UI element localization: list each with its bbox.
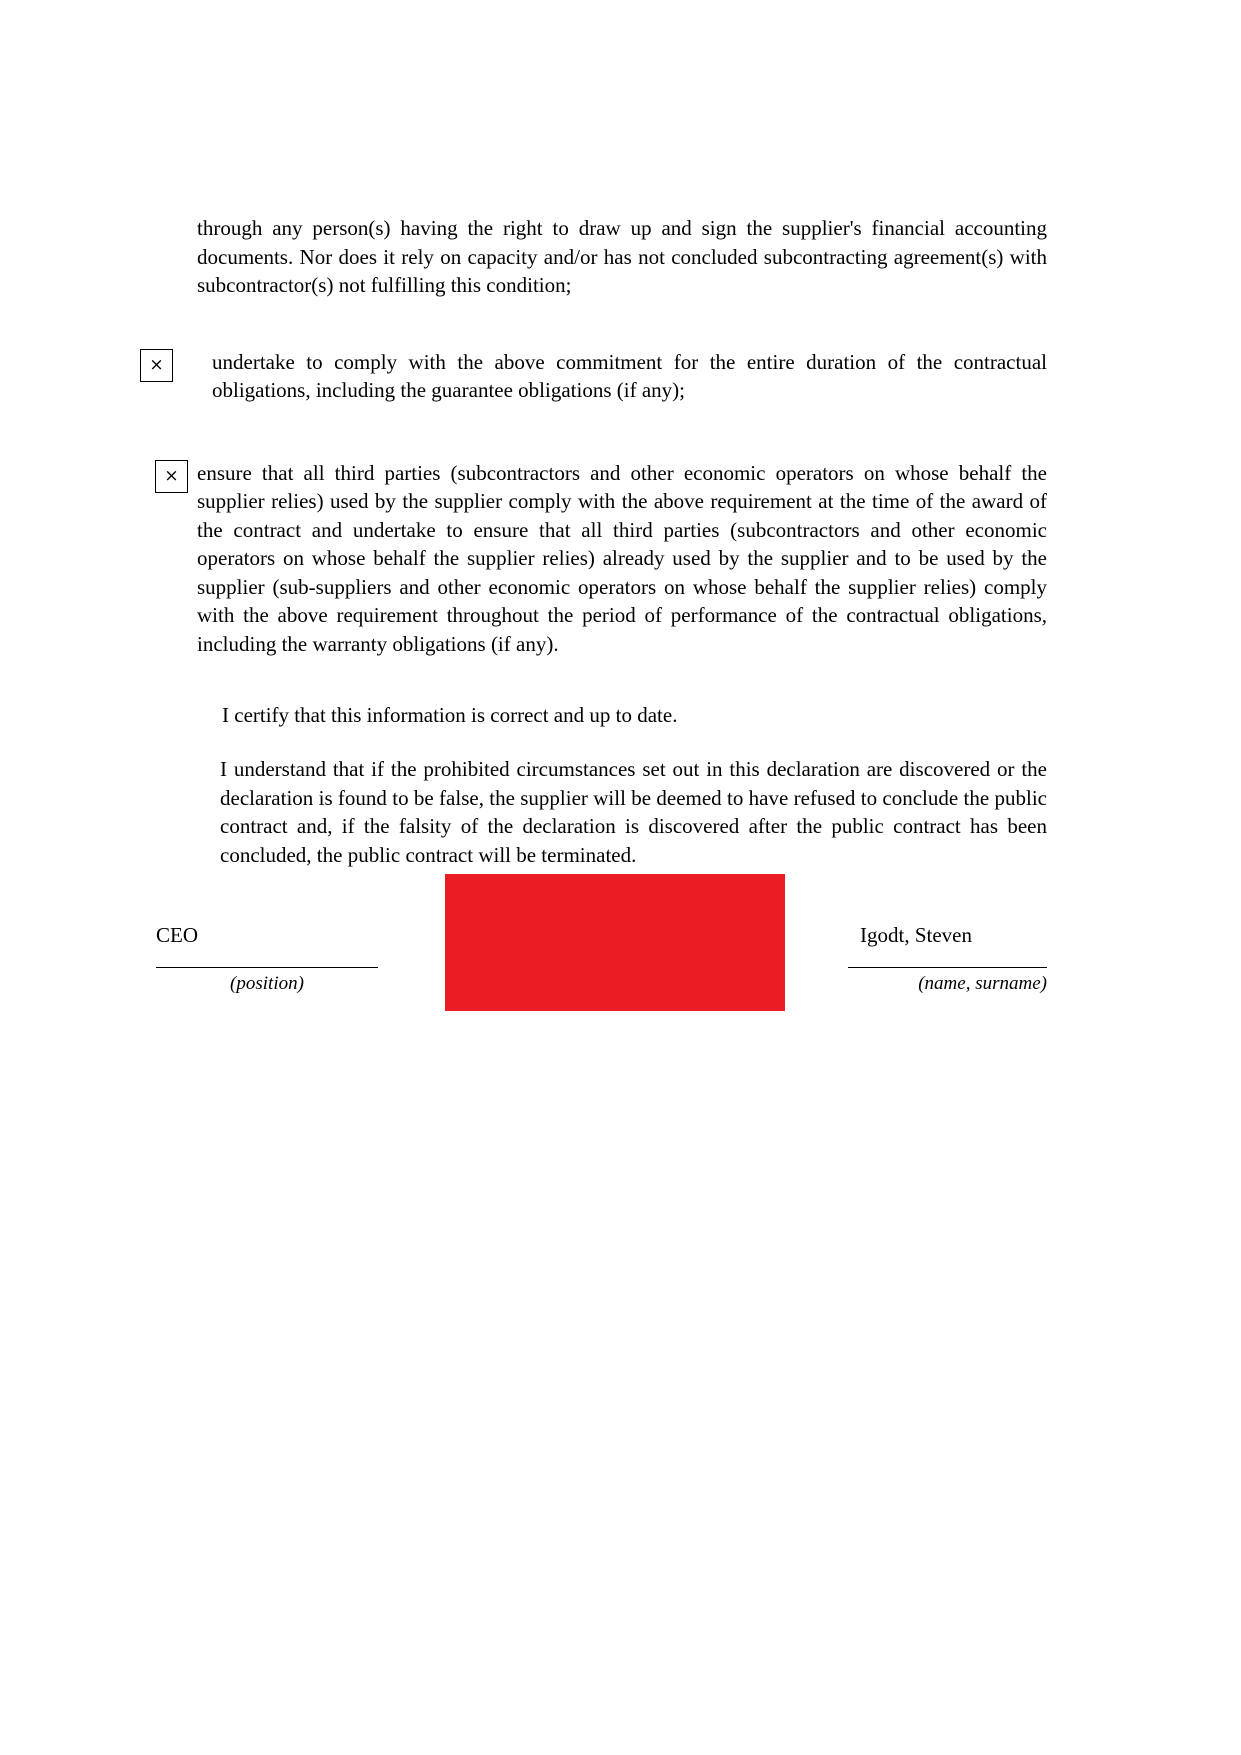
checkbox-item-text: undertake to comply with the above commitment for the entire duration of the contractual obligations, including the guarantee obligations (if any); (212, 349, 1047, 403)
checkbox-item-text: ensure that all third parties (subcontractors and other economic operators on whose behalf the supplier relies) used by the supplier comply with the above requirement at the time of the award of the contract and undertake to ensure that all third parties (subcontractors and other economic operators on whose behalf the supplier relies) already used by the supplier and to be used by the supplier (sub-suppliers and other economic operators on whose behalf the supplier relies) comply with the above requirement throughout the period of performance of the contractual obligations, including the warranty obligations (if any). (197, 460, 1047, 657)
position-label: (position) (230, 973, 304, 994)
checkbox-ensure[interactable]: × (155, 460, 188, 493)
name-signature-line (848, 967, 1047, 968)
intro-paragraph: through any person(s) having the right to draw up and sign the supplier's financial accounting documents. Nor does it rely on capacity and/or has not concluded subcontracting agreement(s) with subcontractor(s) not fulfilling this condition; (197, 216, 1047, 298)
position-signature-line (156, 967, 378, 968)
document-body (149, 214, 1047, 869)
name-value: Igodt, Steven (860, 923, 972, 947)
position-value: CEO (156, 923, 198, 947)
checkbox-item-undertake (149, 348, 1047, 405)
checkbox-undertake[interactable]: × (140, 349, 173, 382)
name-label: (name, surname) (918, 973, 1047, 994)
signature-redaction (445, 874, 785, 1011)
certify-paragraph: I certify that this information is correct and up to date. (222, 702, 678, 727)
understand-paragraph: I understand that if the prohibited circumstances set out in this declaration are discovered or the declaration is found to be false, the supplier will be deemed to have refused to conclude the public contract and, if the falsity of the declaration is discovered after the public contract has been concluded, the public contract will be terminated. (220, 757, 1047, 867)
checkbox-item-ensure (164, 459, 1047, 659)
